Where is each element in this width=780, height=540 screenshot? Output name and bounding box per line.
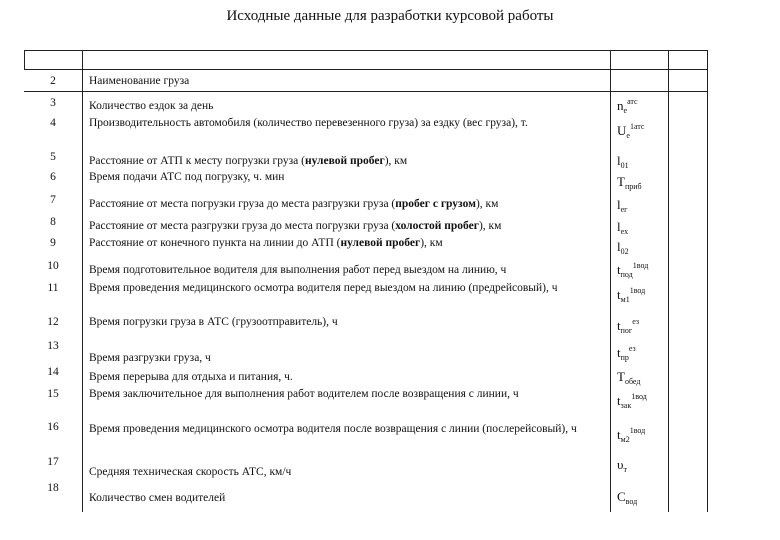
row-number: 5 bbox=[50, 151, 56, 163]
row-description: Средняя техническая скорость АТС, км/ч bbox=[89, 466, 292, 478]
table-column-divider bbox=[82, 50, 83, 512]
row-symbol: $Т_{приб}$ bbox=[617, 174, 642, 191]
table-column-divider bbox=[668, 50, 669, 512]
row-number: 17 bbox=[47, 456, 59, 468]
row-description-bold: нулевой пробег bbox=[340, 237, 421, 249]
row-description-part: Расстояние от места погрузки груза до места разгрузки груза ( bbox=[89, 198, 396, 210]
row-number: 9 bbox=[50, 237, 56, 249]
row-number: 7 bbox=[50, 194, 56, 206]
row-symbol: $l_{01}$ bbox=[617, 153, 629, 170]
row-number: 2 bbox=[50, 75, 56, 87]
row-symbol: $t_{м1}^{1вод}$ bbox=[617, 286, 646, 304]
row-description bbox=[89, 197, 604, 211]
table-border-top bbox=[24, 50, 708, 51]
row-description: Время проведения медицинского осмотра водителя перед выездом на линию (предрейсовый), ч bbox=[89, 282, 558, 294]
row-description: Количество ездок за день bbox=[89, 100, 214, 112]
row-symbol: $Т_{обед}$ bbox=[617, 369, 641, 386]
table-column-divider bbox=[610, 50, 611, 512]
row-number: 15 bbox=[47, 388, 59, 400]
row-symbol: $U_e^{1атс}$ bbox=[617, 122, 645, 140]
row-number: 3 bbox=[50, 97, 56, 109]
row-number: 11 bbox=[47, 282, 59, 294]
row-symbol: $С_{вод}$ bbox=[617, 489, 638, 506]
row-description: Время погрузки груза в АТС (грузоотправитель), ч bbox=[89, 316, 338, 328]
row-number: 8 bbox=[50, 216, 56, 228]
row-description-part: ), км bbox=[478, 220, 502, 232]
row-description-part: Расстояние от места разгрузки груза до места погрузки груза ( bbox=[89, 220, 396, 232]
row-description: Время перерыва для отдыха и питания, ч. bbox=[89, 371, 293, 383]
row-description: Время заключительное для выполнения работ водителем после возвращения с линии, ч bbox=[89, 388, 519, 400]
row-number: 4 bbox=[50, 117, 56, 129]
row-description-part: ), км bbox=[384, 155, 408, 167]
row-description-bold: нулевой пробег bbox=[304, 155, 385, 167]
table-row-divider bbox=[24, 69, 708, 70]
row-description: Количество смен водителей bbox=[89, 492, 226, 504]
row-description-part: Расстояние от АТП к месту погрузки груза ( bbox=[89, 155, 305, 167]
row-number: 14 bbox=[47, 366, 59, 378]
row-symbol: $t_{пр}^{ез}$ bbox=[617, 344, 636, 362]
row-description bbox=[89, 154, 604, 168]
row-number: 6 bbox=[50, 171, 56, 183]
table-border-right bbox=[707, 50, 708, 512]
table-row-divider bbox=[24, 91, 708, 92]
row-number: 12 bbox=[47, 316, 59, 328]
row-description-bold: пробег с грузом bbox=[395, 198, 476, 210]
row-number: 18 bbox=[47, 482, 59, 494]
row-description-part: Расстояние от конечного пункта на линии до АТП ( bbox=[89, 237, 341, 249]
row-description-bold: холостой пробег bbox=[395, 220, 479, 232]
row-description: Время подачи АТС под погрузку, ч. мин bbox=[89, 171, 285, 183]
row-description: Наименование груза bbox=[89, 75, 190, 87]
document-title: Исходные данные для разработки курсовой работы bbox=[226, 8, 554, 24]
row-description: Время подготовительное водителя для выполнения работ перед выездом на линию, ч bbox=[89, 264, 507, 276]
row-number: 16 bbox=[47, 421, 59, 433]
row-description-part: ), км bbox=[420, 237, 443, 249]
row-description bbox=[89, 219, 604, 233]
table-border-left bbox=[24, 50, 25, 69]
row-symbol: $t_{зак}^{1вод}$ bbox=[617, 392, 647, 410]
row-symbol: $l_{ex}$ bbox=[617, 219, 629, 236]
row-symbol: $l_{ег}$ bbox=[617, 197, 628, 214]
row-symbol: $n_e^{атс}$ bbox=[617, 97, 638, 115]
row-number: 10 bbox=[47, 260, 59, 272]
row-description bbox=[89, 236, 604, 250]
row-symbol: $\upsilon_т$ bbox=[617, 457, 627, 474]
row-symbol: $t_{пог}^{ез}$ bbox=[617, 317, 639, 335]
row-description: Время разгрузки груза, ч bbox=[89, 352, 211, 364]
row-description-part: ), км bbox=[475, 198, 499, 210]
row-description: Производительность автомобиля (количество перевезенного груза) за ездку (вес груза), т. bbox=[89, 117, 528, 129]
row-symbol: $l_{02}$ bbox=[617, 239, 629, 256]
row-description: Время проведения медицинского осмотра водителя после возвращения с линии (послерейсовый), ч bbox=[89, 423, 577, 435]
row-symbol: $t_{под}^{1вод}$ bbox=[617, 261, 649, 279]
row-number: 13 bbox=[47, 340, 59, 352]
row-symbol: $t_{м2}^{1вод}$ bbox=[617, 426, 646, 444]
